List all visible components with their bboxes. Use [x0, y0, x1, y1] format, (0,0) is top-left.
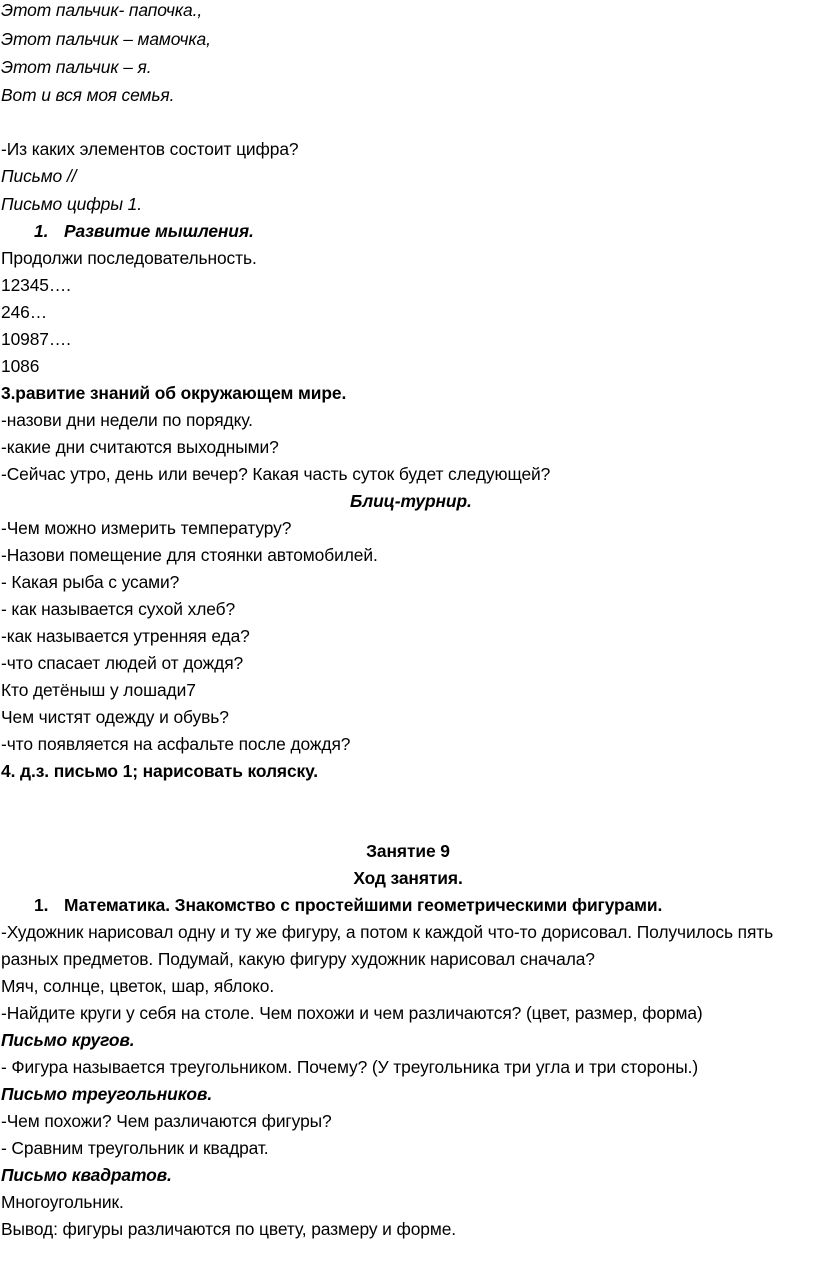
sequence-item-2: 246… — [1, 302, 48, 322]
lesson-item-title: Математика. Знакомство с простейшими геометрическими фигурами. — [64, 895, 663, 915]
blitz-question-8: Чем чистят одежду и обувь? — [1, 707, 229, 727]
lesson-triangle: - Фигура называется треугольником. Почему? (У треугольника три угла и три стороны.) — [1, 1057, 699, 1077]
blitz-question-9: -что появляется на асфальте после дождя? — [1, 734, 351, 754]
lesson-objects: Мяч, солнце, цветок, шар, яблоко. — [1, 976, 275, 996]
poem-line-4: Вот и вся моя семья. — [1, 85, 175, 105]
lesson-paragraph-line-2: разных предметов. Подумай, какую фигуру художник нарисовал сначала? — [1, 949, 595, 969]
blitz-question-7: Кто детёныш у лошади7 — [1, 680, 196, 700]
section3-question-1: -назови дни недели по порядку. — [1, 410, 253, 430]
lesson-writing-circles: Письмо кругов. — [1, 1030, 135, 1050]
lesson-writing-triangles: Письмо треугольников. — [1, 1084, 213, 1104]
writing-line-2: Письмо цифры 1. — [1, 194, 142, 214]
section1-title: Развитие мышления. — [64, 221, 254, 241]
lesson-item-number: 1. — [34, 895, 49, 915]
blitz-question-1: -Чем можно измерить температуру? — [1, 518, 292, 538]
sequence-prompt: Продолжи последовательность. — [1, 248, 257, 268]
blitz-question-5: -как называется утренняя еда? — [1, 626, 250, 646]
blitz-question-2: -Назови помещение для стоянки автомобилей. — [1, 545, 378, 565]
lesson-similar: -Чем похожи? Чем различаются фигуры? — [1, 1111, 332, 1131]
lesson-paragraph-line-1: -Художник нарисовал одну и ту же фигуру, а потом к каждой что-то дорисовал. Получилось пять — [1, 922, 774, 942]
sequence-item-3: 10987…. — [1, 329, 71, 349]
lesson-polygon: Многоугольник. — [1, 1192, 124, 1212]
lesson-title: Занятие 9 — [366, 841, 450, 861]
lesson-find-circles: -Найдите круги у себя на столе. Чем похожи и чем различаются? (цвет, размер, форма) — [1, 1003, 703, 1023]
writing-line-1: Письмо // — [1, 166, 77, 186]
homework: 4. д.з. письмо 1; нарисовать коляску. — [1, 761, 318, 781]
lesson-conclusion: Вывод: фигуры различаются по цвету, размеру и форме. — [1, 1219, 457, 1239]
sequence-item-1: 12345…. — [1, 275, 71, 295]
section3-question-3: -Сейчас утро, день или вечер? Какая часть суток будет следующей? — [1, 464, 551, 484]
poem-line-1: Этот пальчик- папочка., — [1, 0, 203, 20]
sequence-item-4: 1086 — [1, 356, 40, 376]
lesson-writing-squares: Письмо квадратов. — [1, 1165, 172, 1185]
poem-line-3: Этот пальчик – я. — [1, 57, 152, 77]
question-digit: -Из каких элементов состоит цифра? — [1, 139, 299, 159]
lesson-subtitle: Ход занятия. — [353, 868, 463, 888]
poem-line-2: Этот пальчик – мамочка, — [1, 29, 211, 49]
blitz-title: Блиц-турнир. — [350, 491, 472, 511]
section3-title: 3.равитие знаний об окружающем мире. — [1, 383, 347, 403]
section3-question-2: -какие дни считаются выходными? — [1, 437, 279, 457]
section1-number: 1. — [34, 221, 49, 241]
blitz-question-3: - Какая рыба с усами? — [1, 572, 180, 592]
lesson-compare: - Сравним треугольник и квадрат. — [1, 1138, 269, 1158]
blitz-question-6: -что спасает людей от дождя? — [1, 653, 244, 673]
blitz-question-4: - как называется сухой хлеб? — [1, 599, 236, 619]
